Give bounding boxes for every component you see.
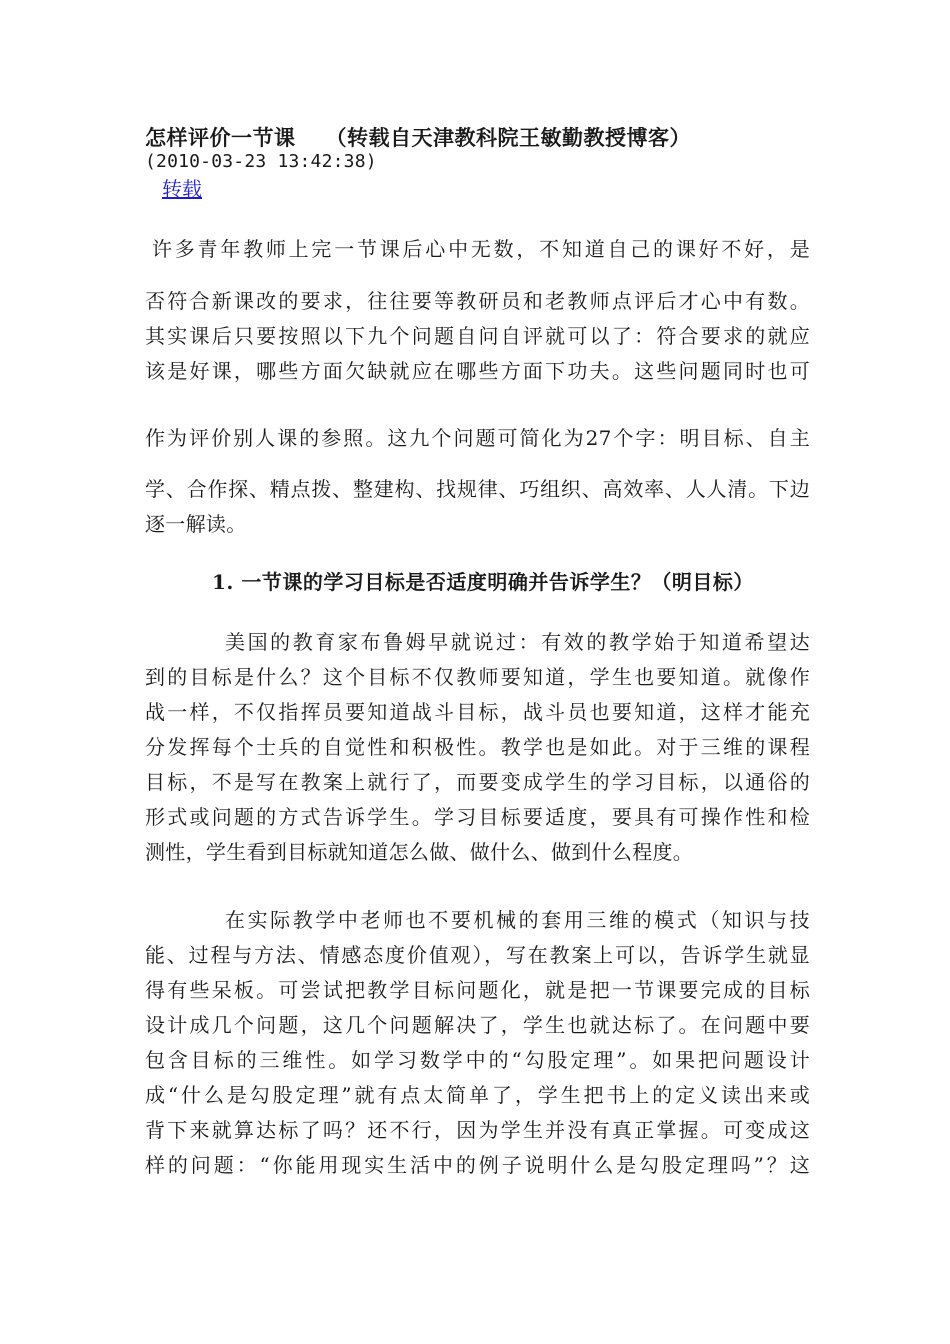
article-datetime: (2010-03-23 13:42:38) <box>145 151 377 172</box>
article-title-main: 怎样评价一节课 <box>145 125 296 150</box>
article-title-source: （转载自天津教科院王敏勤教授博客） <box>325 125 691 150</box>
article-title <box>145 122 691 152</box>
paragraph-line: 目标，不是写在教案上就行了，而要变成学生的学习目标，以通俗的 <box>145 770 810 794</box>
intro-line: 学、合作探、精点拨、整建构、找规律、巧组织、高效率、人人清。下边 <box>145 477 810 501</box>
repost-link[interactable]: 转载 <box>162 177 202 201</box>
paragraph-line: 背下来就算达标了吗？还不行，因为学生并没有真正掌握。可变成这 <box>145 1118 810 1142</box>
paragraph-line: 分发挥每个士兵的自觉性和积极性。教学也是如此。对于三维的课程 <box>145 735 810 759</box>
intro-line: 否符合新课改的要求，往往要等教研员和老教师点评后才心中有数。 <box>145 289 810 313</box>
intro-line: 许多青年教师上完一节课后心中无数，不知道自己的课好不好，是 <box>152 237 810 261</box>
section-heading: 1. 一节课的学习目标是否适度明确并告诉学生？（明目标） <box>212 570 754 594</box>
paragraph-line: 能、过程与方法、情感态度价值观），写在教案上可以，告诉学生就显 <box>145 943 810 967</box>
paragraph-line: 形式或问题的方式告诉学生。学习目标要适度，要具有可操作性和检 <box>145 805 810 829</box>
paragraph-line: 战一样，不仅指挥员要知道战斗目标，战斗员也要知道，这样才能充 <box>145 700 810 724</box>
paragraph-line: 在实际教学中老师也不要机械的套用三维的模式（知识与技 <box>225 908 810 932</box>
paragraph-line: 包含目标的三维性。如学习数学中的“勾股定理”。如果把问题设计 <box>145 1048 810 1072</box>
intro-line: 作为评价别人课的参照。这九个问题可简化为27个字：明目标、自主 <box>145 426 810 450</box>
paragraph-line: 测性，学生看到目标就知道怎么做、做什么、做到什么程度。 <box>145 840 694 864</box>
intro-line: 逐一解读。 <box>145 512 247 536</box>
paragraph-line: 设计成几个问题，这几个问题解决了，学生也就达标了。在问题中要 <box>145 1013 810 1037</box>
paragraph-line: 成“什么是勾股定理”就有点太简单了，学生把书上的定义读出来或 <box>145 1083 810 1107</box>
intro-line: 其实课后只要按照以下九个问题自问自评就可以了：符合要求的就应 <box>145 324 810 348</box>
paragraph-line: 样的问题：“你能用现实生活中的例子说明什么是勾股定理吗”？这 <box>145 1153 810 1177</box>
paragraph-line: 美国的教育家布鲁姆早就说过：有效的教学始于知道希望达 <box>225 630 810 654</box>
paragraph-line: 到的目标是什么？这个目标不仅教师要知道，学生也要知道。就像作 <box>145 665 810 689</box>
intro-line: 该是好课，哪些方面欠缺就应在哪些方面下功夫。这些问题同时也可 <box>145 359 810 383</box>
paragraph-line: 得有些呆板。可尝试把教学目标问题化，就是把一节课要完成的目标 <box>145 978 810 1002</box>
